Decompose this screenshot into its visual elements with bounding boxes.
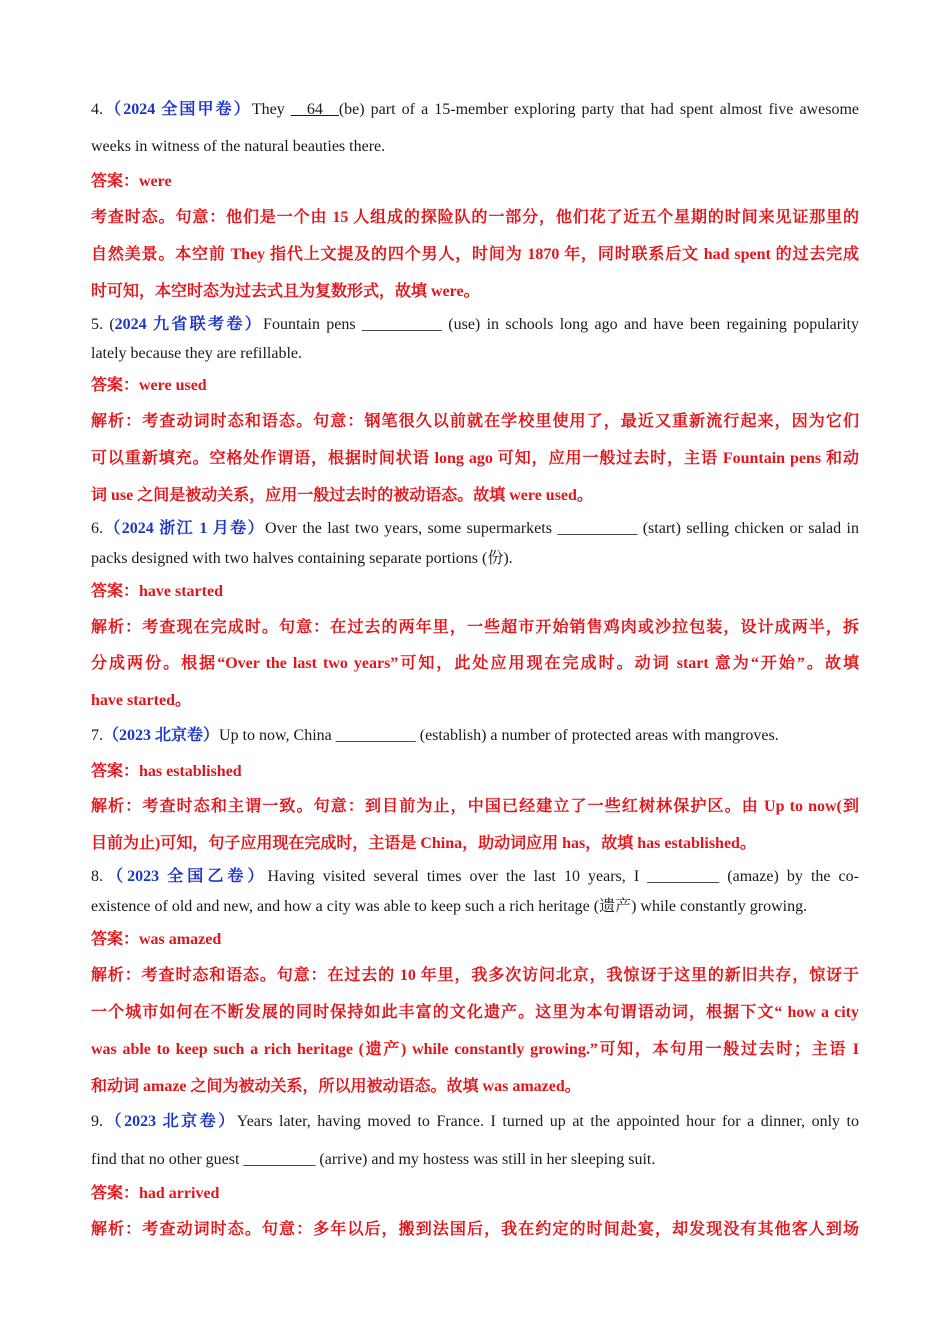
question-5-answer: 答案：were used xyxy=(91,377,207,394)
question-number: 5. ( xyxy=(91,316,115,333)
question-5-explanation: 词 use 之间是被动关系，应用一般过去时的被动语态。故填 were used。 xyxy=(91,487,593,504)
question-number: 4. xyxy=(91,101,103,118)
source-tag: （2023 北京卷） xyxy=(103,727,220,744)
question-5: 5. (2024 九省联考卷）Fountain pens __________ (use) in schools long ago and have been regaining popularity xyxy=(91,316,859,333)
source-tag: （2024 浙江 1 月卷） xyxy=(103,520,265,537)
question-7-answer: 答案：has established xyxy=(91,763,242,780)
question-8-explanation: 一个城市如何在不断发展的同时保持如此丰富的文化遗产。这里为本句谓语动词，根据下文“ how a city xyxy=(91,1004,859,1021)
question-4-line2: weeks in witness of the natural beauties there. xyxy=(91,138,386,155)
question-7-explanation: 解析：考查时态和主谓一致。句意：到目前为止，中国已经建立了一些红树林保护区。由 Up to now(到 xyxy=(91,798,859,815)
source-tag: （2024 全国甲卷） xyxy=(103,101,252,118)
question-6-explanation: 解析：考查现在完成时。句意：在过去的两年里，一些超市开始销售鸡肉或沙拉包装，设计成两半，拆 xyxy=(91,619,859,636)
question-8-explanation: 和动词 amaze 之间为被动关系，所以用被动语态。故填 was amazed。 xyxy=(91,1078,581,1095)
question-number: 8. xyxy=(91,868,103,885)
answer-blank: __64__ xyxy=(290,101,339,118)
question-number: 9. xyxy=(91,1113,103,1130)
question-4-answer: 答案：were xyxy=(91,173,172,190)
question-6-explanation: have started。 xyxy=(91,692,191,709)
question-8-answer: 答案：was amazed xyxy=(91,931,222,948)
question-9-line2: find that no other guest _________ (arrive) and my hostess was still in her sleeping suit. xyxy=(91,1151,656,1168)
question-number: 6. xyxy=(91,520,103,537)
question-6-explanation: 分成两份。根据“Over the last two years”可知，此处应用现在完成时。动词 start 意为“开始”。故填 xyxy=(91,655,859,672)
source-tag: （2023 全国乙卷） xyxy=(103,868,268,885)
question-4-explanation: 考查时态。句意：他们是一个由 15 人组成的探险队的一部分，他们花了近五个星期的时间来见证那里的 xyxy=(91,209,859,226)
question-number: 7. xyxy=(91,727,103,744)
question-6: 6.（2024 浙江 1 月卷）Over the last two years, some supermarkets __________ (start) selling chicken or salad in xyxy=(91,520,859,537)
source-tag: （2023 北京卷） xyxy=(103,1113,237,1130)
question-4: 4.（2024 全国甲卷）They __64__(be) part of a 15-member exploring party that had spent almost five awesome xyxy=(91,101,859,118)
question-5-explanation: 解析：考查动词时态和语态。句意：钢笔很久以前就在学校里使用了，最近又重新流行起来，因为它们 xyxy=(91,413,859,430)
question-4-explanation: 时可知，本空时态为过去式且为复数形式，故填 were。 xyxy=(91,283,480,300)
question-5-line2: lately because they are refillable. xyxy=(91,345,302,362)
question-7: 7.（2023 北京卷）Up to now, China __________ (establish) a number of protected areas with mangroves. xyxy=(91,727,779,744)
question-6-answer: 答案：have started xyxy=(91,583,223,600)
question-8-line2: existence of old and new, and how a city was able to keep such a rich heritage (遗产) while constantly growing. xyxy=(91,898,808,915)
question-8-explanation: 解析：考查时态和语态。句意：在过去的 10 年里，我多次访问北京，我惊讶于这里的新旧共存，惊讶于 xyxy=(91,967,859,984)
source-tag: 2024 九省联考卷） xyxy=(114,316,264,333)
question-9: 9.（2023 北京卷）Years later, having moved to France. I turned up at the appointed hour for a dinner, only to xyxy=(91,1113,859,1130)
question-5-explanation: 可以重新填充。空格处作谓语，根据时间状语 long ago 可知，应用一般过去时，主语 Fountain pens 和动 xyxy=(91,450,859,467)
question-9-answer: 答案：had arrived xyxy=(91,1185,220,1202)
question-8: 8.（2023 全国乙卷）Having visited several times over the last 10 years, I _________ (amaze) by the co- xyxy=(91,868,859,885)
question-7-explanation: 目前为止)可知，句子应用现在完成时，主语是 China，助动词应用 has，故填 has established。 xyxy=(91,835,756,852)
question-6-line2: packs designed with two halves containing separate portions (份). xyxy=(91,550,513,567)
question-4-explanation: 自然美景。本空前 They 指代上文提及的四个男人，时间为 1870 年，同时联系后文 had spent 的过去完成 xyxy=(91,246,859,263)
question-8-explanation: was able to keep such a rich heritage (遗产) while constantly growing.”可知，本句用一般过去时；主语 I xyxy=(91,1041,859,1058)
question-9-explanation: 解析：考查动词时态。句意：多年以后，搬到法国后，我在约定的时间赴宴，却发现没有其他客人到场 xyxy=(91,1221,859,1238)
